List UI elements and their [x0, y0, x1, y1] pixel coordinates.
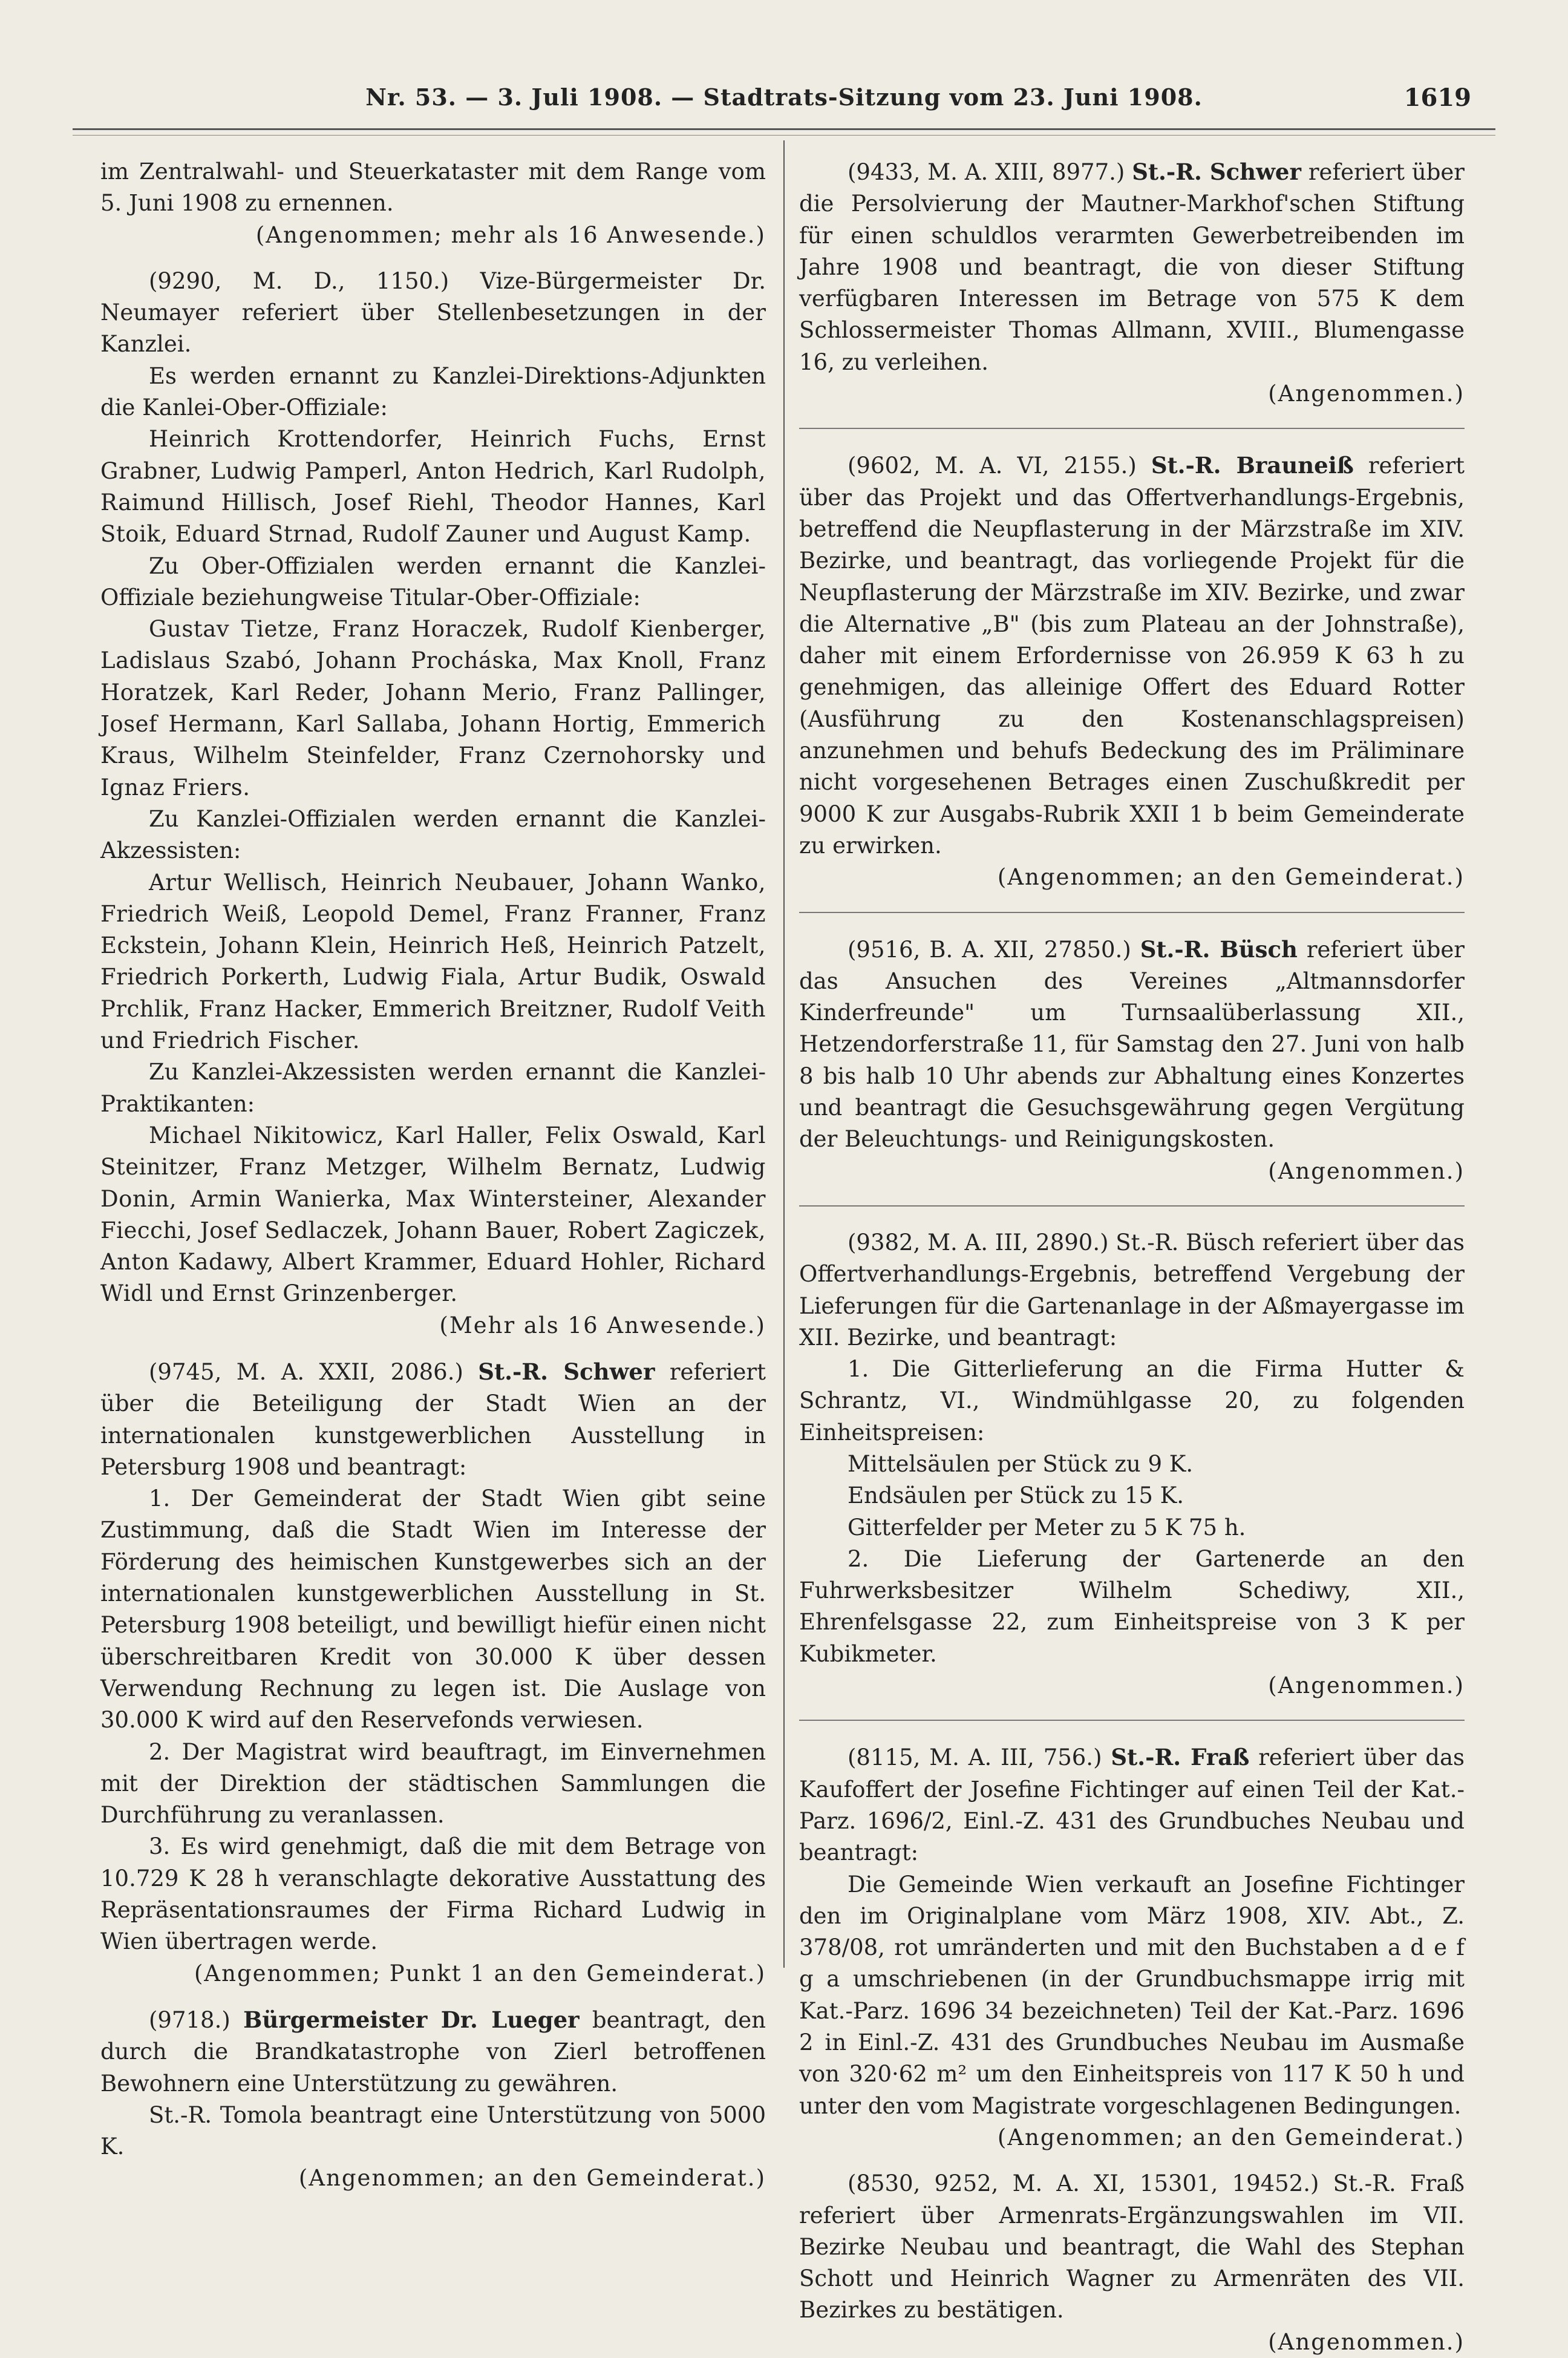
speaker-name: St.-R. Büsch: [1140, 935, 1298, 963]
paragraph: 3. Es wird genehmigt, daß die mit dem Betrage von 10.729 K 28 h veranschlagte dekorative Ausstattung des Repräsentationsraumes der Firma Richard Ludwig in Wien übertragen werde.: [100, 1833, 766, 1955]
resolution-note: (Angenommen; an den Gemeinderat.): [298, 2165, 766, 2192]
resolution-note: (Angenommen; mehr als 16 Anwesende.): [255, 221, 766, 248]
reference-number: (9516, B. A. XII, 27850.): [848, 936, 1131, 963]
name-list: Heinrich Krottendorfer, Heinrich Fuchs, Ernst Grabner, Ludwig Pamperl, Anton Hedrich, Karl Rudolph, Raimund Hillisch, Josef Riehl, Theodor Hannes, Karl Stoik, Eduard Strnad, Rudolf Zauner und August Kamp.: [100, 426, 766, 548]
resolution-note: (Angenommen.): [1268, 381, 1465, 407]
resolution-note: (Angenommen; an den Gemeinderat.): [997, 2124, 1465, 2150]
column-divider: [783, 140, 785, 1968]
paragraph-text: referiert über die Beteiligung der Stadt Wien an der internationalen kunstgewerblichen Ausstellung in Petersburg 1908 und beantragt:: [100, 1358, 766, 1480]
spacer: [799, 2153, 1465, 2168]
paragraph: (9382, M. A. III, 2890.) St.-R. Büsch referiert über das Offertverhandlungs-Ergebnis, betreffend Vergebung der Lieferungen für die Gartenanlage in der Aßmayergasse im XII. Bezirke, und beantragt:: [799, 1229, 1465, 1351]
paragraph: Es werden ernannt zu Kanzlei-Direktions-Adjunkten die Kanlei-Ober-Offiziale:: [100, 362, 766, 421]
name-list: Artur Wellisch, Heinrich Neubauer, Johann Wanko, Friedrich Weiß, Leopold Demel, Franz Franner, Franz Eckstein, Johann Klein, Heinrich Heß, Heinrich Patzelt, Friedrich Porkerth, Ludwig Fiala, Artur Budik, Oswald Prchlik, Franz Hacker, Emmerich Breitzner, Rudolf Veith und Friedrich Fischer.: [100, 869, 766, 1054]
spacer: [100, 1341, 766, 1356]
speaker-name: Bürgermeister Dr. Lueger: [243, 2006, 580, 2033]
paragraph: [100, 1356, 766, 1483]
paragraph: Zu Kanzlei-Offizialen werden ernannt die Kanzlei-Akzessisten:: [100, 805, 766, 864]
paragraph: Zu Ober-Offizialen werden ernannt die Kanzlei-Offiziale beziehungweise Titular-Ober-Offiziale:: [100, 552, 766, 611]
speaker-name: St.-R. Schwer: [1132, 159, 1301, 185]
paragraph: [799, 156, 1465, 378]
paragraph-text: referiert über das Kaufoffert der Josefine Fichtinger auf einen Teil der Kat.-Parz. 1696/2, Einl.-Z. 431 des Grundbuches Neubau und beantragt:: [799, 1744, 1465, 1866]
page-number: 1619: [1403, 84, 1471, 112]
header-rule: [73, 128, 1495, 136]
left-column: [100, 156, 766, 2195]
paragraph: (9290, M. D., 1150.) Vize-Bürgermeister Dr. Neumayer referiert über Stellenbesetzungen in der Kanzlei.: [100, 267, 766, 358]
paragraph: im Zentralwahl- und Steuerkataster mit dem Range vom 5. Juni 1908 zu ernennen.: [100, 159, 766, 217]
section-rule: [799, 912, 1465, 913]
speaker-name: St.-R. Schwer: [478, 1358, 655, 1385]
paragraph: 2. Der Magistrat wird beauftragt, im Einvernehmen mit der Direktion der städtischen Sammlungen die Durchführung zu veranlassen.: [100, 1738, 766, 1829]
reference-number: (9745, M. A. XXII, 2086.): [149, 1358, 463, 1385]
price-line: Mittelsäulen per Stück zu 9 K.: [848, 1450, 1194, 1477]
resolution-note: (Angenommen; an den Gemeinderat.): [997, 864, 1465, 891]
name-list: Gustav Tietze, Franz Horaczek, Rudolf Kienberger, Ladislaus Szabó, Johann Procháska, Max Knoll, Franz Horatzek, Karl Reder, Johann Merio, Franz Pallinger, Josef Hermann, Karl Sallaba, Johann Hortig, Emmerich Kraus, Wilhelm Steinfelder, Franz Czernohorsky und Ignaz Friers.: [100, 616, 766, 801]
paragraph: [799, 450, 1465, 862]
paragraph: 1. Die Gitterlieferung an die Firma Hutter & Schrantz, VI., Windmühlgasse 20, zu folgenden Einheitspreisen:: [799, 1356, 1465, 1446]
price-line: Gitterfelder per Meter zu 5 K 75 h.: [848, 1514, 1246, 1541]
paragraph: St.-R. Tomola beantragt eine Unterstützung von 5000 K.: [100, 2101, 766, 2160]
paragraph-text: referiert über die Persolvierung der Mautner-Markhof'schen Stiftung für einen schuldlos verarmten Gewerbetreibenden im Jahre 1908 und beantragt, die von dieser Stiftung verfügbaren Interessen im Betrage von 575 K dem Schlossermeister Thomas Allmann, XVIII., Blumengasse 16, zu verleihen.: [799, 159, 1465, 375]
resolution-note: (Angenommen; Punkt 1 an den Gemeinderat.): [194, 1960, 766, 1986]
reference-number: (8115, M. A. III, 756.): [848, 1744, 1102, 1771]
section-rule: [799, 428, 1465, 429]
paragraph: 1. Der Gemeinderat der Stadt Wien gibt seine Zustimmung, daß die Stadt Wien im Interesse der Förderung des heimischen Kunstgewerbes sich an der internationalen kunstgewerblichen Ausstellung in St. Petersburg 1908 beteiligt, und bewilligt hiefür einen nicht überschreitbaren Kredit von 30.000 K über dessen Verwendung Rechnung zu legen ist. Die Auslage von 30.000 K wird auf den Reservefonds verwiesen.: [100, 1485, 766, 1734]
paragraph: (8530, 9252, M. A. XI, 15301, 19452.) St.-R. Fraß referiert über Armenrats-Ergänzungswahlen im VII. Bezirke Neubau und beantragt, die Wahl des Stephan Schott und Heinrich Wagner zu Armenräten des VII. Bezirkes zu bestätigen.: [799, 2170, 1465, 2324]
paragraph: Die Gemeinde Wien verkauft an Josefine Fichtinger den im Originalplane vom März 1908, XIV. Abt., Z. 378/08, rot umränderten und mit den Buchstaben a d e f g a umschriebenen (in der Grundbuchsmappe irrig mit Kat.-Parz. 1696 34 bezeichneten) Teil der Kat.-Parz. 1696 2 in Einl.-Z. 431 des Grundbuches Neubau im Ausmaße von 320·62 m² um den Einheitspreis von 117 K 50 h und unter den vom Magistrate vorgeschlagenen Bedingungen.: [799, 1871, 1465, 2119]
speaker-name: St.-R. Brauneiß: [1151, 452, 1354, 479]
name-list: Michael Nikitowicz, Karl Haller, Felix Oswald, Karl Steinitzer, Franz Metzger, Wilhelm Bernatz, Ludwig Donin, Armin Wanierka, Max Wintersteiner, Alexander Fiecchi, Josef Sedlaczek, Johann Bauer, Robert Zagiczek, Anton Kadawy, Albert Krammer, Eduard Hohler, Richard Widl und Ernst Grinzenberger.: [100, 1122, 766, 1307]
right-column: [799, 156, 1465, 2358]
reference-number: (9718.): [149, 2006, 230, 2033]
resolution-note: (Angenommen.): [1268, 2328, 1465, 2355]
paragraph: [799, 934, 1465, 1156]
paragraph-text: beantragt, den durch die Brandkatastrophe von Zierl betroffenen Bewohnern eine Unterstützung zu gewähren.: [100, 2006, 766, 2097]
speaker-name: St.-R. Fraß: [1111, 1744, 1250, 1771]
running-title: Nr. 53. — 3. Juli 1908. — Stadtrats-Sitzung vom 23. Juni 1908.: [365, 84, 1203, 111]
section-rule: [799, 1720, 1465, 1721]
page-header: [73, 84, 1495, 120]
paragraph-text: referiert über das Projekt und das Offertverhandlungs-Ergebnis, betreffend die Neupflasterung in der Märzstraße im XIV. Bezirke, und beantragt, das vorliegende Projekt für die Neupflasterung der Märzstraße im XIV. Bezirke, und zwar die Alternative „B" (bis zum Plateau an der Johnstraße), daher mit einem Erfordernisse von 26.959 K 63 h zu genehmigen, das alleinige Offert des Eduard Rotter (Ausführung zu den Kostenanschlagspreisen) anzunehmen und behufs Bedeckung des im Präliminare nicht vorgesehenen Betrages einen Zuschußkredit per 9000 K zur Ausgabs-Rubrik XXII 1 b beim Gemeinderate zu erwirken.: [799, 453, 1465, 859]
resolution-note: (Angenommen.): [1268, 1672, 1465, 1699]
reference-number: (9602, M. A. VI, 2155.): [848, 453, 1137, 479]
paragraph-text: referiert über das Ansuchen des Vereines „Altmannsdorfer Kinderfreunde" um Turnsaalüberlassung XII., Hetzendorferstraße 11, für Samstag den 27. Juni von halb 8 bis halb 10 Uhr abends zur Abhaltung eines Konzertes und beantragt die Gesuchsgewährung gegen Vergütung der Beleuchtungs- und Reinigungskosten.: [799, 936, 1465, 1153]
resolution-note: (Mehr als 16 Anwesende.): [439, 1312, 766, 1338]
spacer: [100, 1990, 766, 2004]
paragraph: [799, 1741, 1465, 1868]
section-rule: [799, 1205, 1465, 1207]
price-line: Endsäulen per Stück zu 15 K.: [848, 1482, 1184, 1509]
paragraph: [100, 2004, 766, 2100]
spacer: [100, 251, 766, 266]
resolution-note: (Angenommen.): [1268, 1158, 1465, 1184]
paragraph: 2. Die Lieferung der Gartenerde an den Fuhrwerksbesitzer Wilhelm Schediwy, XII., Ehrenfelsgasse 22, zum Einheitspreise von 3 K per Kubikmeter.: [799, 1545, 1465, 1667]
paragraph: Zu Kanzlei-Akzessisten werden ernannt die Kanzlei-Praktikanten:: [100, 1059, 766, 1117]
reference-number: (9433, M. A. XIII, 8977.): [848, 159, 1125, 185]
